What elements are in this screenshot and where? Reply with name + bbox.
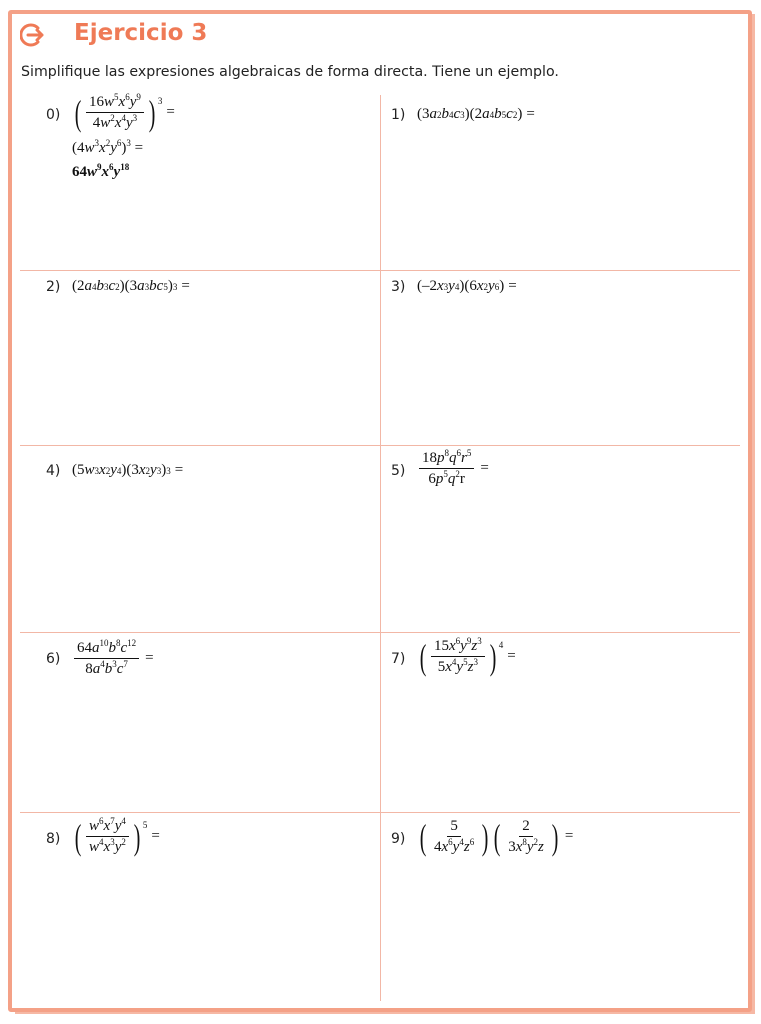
exercise-number: 3) — [391, 279, 406, 295]
exercise-number: 1) — [391, 107, 406, 123]
exercise-expression: (5 w 3 x 2 y 4 )(3 x 2 y 3 ) 3 = — [72, 462, 184, 478]
exercise-number: 2) — [46, 279, 61, 295]
grid-divider-row-4 — [20, 812, 740, 813]
exercise-expression: ( $\frac{w^6x^7y^4}{w^4x^3y^2}$ ) 5 = — [74, 816, 160, 857]
exercise-8 — [46, 818, 386, 988]
example-result: $64w^9x^6y^{18}$ — [72, 162, 130, 180]
exercise-9 — [391, 818, 731, 988]
exercise-expression: ( $\frac{5}{4x^6y^4z^6}$ ) ( $\frac{2}{3x^8y^2z}$ ) = — [419, 816, 574, 857]
exercise-number: 4) — [46, 463, 61, 479]
exercise-6 — [46, 640, 386, 800]
page-title: Ejercicio 3 — [74, 20, 208, 46]
exercise-number: 6) — [46, 651, 61, 667]
grid-divider-row-3 — [20, 632, 740, 633]
exercise-3 — [391, 278, 731, 428]
exercise-expression: (–2 x 3 y 4 )(6 x 2 y 6 ) = — [417, 278, 517, 294]
exercise-expression: (3 a 2 b 4 c 3 )(2 a 4 b 5 c 2 ) = — [417, 106, 535, 122]
grid-divider-row-1 — [20, 270, 740, 271]
exercise-7 — [391, 638, 731, 798]
arrow-right-circle-icon — [20, 22, 46, 48]
exercise-5 — [391, 450, 731, 610]
instructions-text: Simplifique las expresiones algebraicas de forma directa. Tiene un ejemplo. — [21, 64, 559, 80]
exercise-4 — [46, 462, 386, 612]
exercise-number: 8) — [46, 831, 61, 847]
example-step-1: $(4w^3x^2y^6)^3$ = — [72, 138, 144, 156]
exercise-number: 9) — [391, 831, 406, 847]
exercise-expression: (2 a 4 b 3 c 2 )(3 a 3 bc 5 ) 3 = — [72, 278, 190, 294]
exercise-1 — [391, 106, 731, 256]
exercise-number: 7) — [391, 651, 406, 667]
grid-divider-row-2 — [20, 445, 740, 446]
exercise-0 — [46, 94, 386, 264]
exercise-expression: $\frac{18p^8q^6r^5}{6p^5q^2r}$ = — [417, 450, 489, 487]
exercise-expression: ( $\frac{16w^5x^6y^9}{4w^2x^4y^3}$ ) 3 = — [74, 92, 175, 133]
exercise-number: 0) — [46, 107, 61, 123]
exercise-number: 5) — [391, 463, 406, 479]
exercise-expression: $\frac{64a^{10}b^8c^{12}}{8a^4b^3c^7}$ = — [72, 640, 154, 677]
exercise-expression: ( $\frac{15x^6y^9z^3}{5x^4y^5z^3}$ ) 4 = — [419, 636, 516, 677]
exercise-2 — [46, 278, 386, 428]
